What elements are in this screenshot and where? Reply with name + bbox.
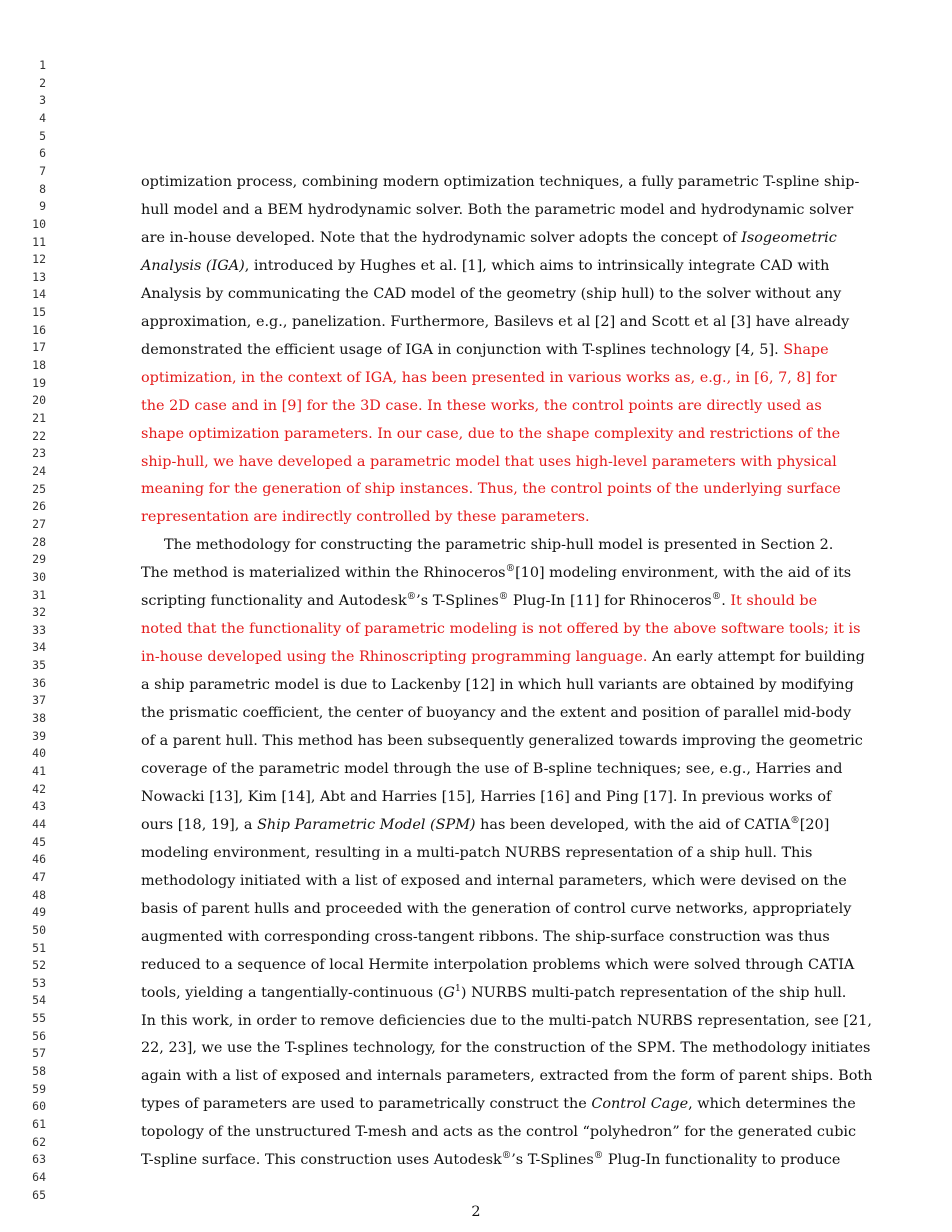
line-number: 43 xyxy=(32,799,46,814)
text-line xyxy=(141,255,830,277)
text-run: ’s T-Splines xyxy=(511,1152,594,1169)
line-number: 6 xyxy=(39,146,46,161)
text-line xyxy=(141,674,854,696)
text-run: Nowacki [13], Kim [14], Abt and Harries [15], Harries [16] and Ping [17]. In previous works of xyxy=(141,788,832,805)
highlighted-text: Shape xyxy=(783,341,829,358)
highlighted-text: noted that the functionality of parametric modeling is not offered by the above software tools; it is xyxy=(141,621,861,638)
text-run: approximation, e.g., panelization. Furthermore, Basilevs et al [2] and Scott et al [3] have already xyxy=(141,313,850,330)
line-number: 59 xyxy=(32,1081,46,1096)
line-number: 29 xyxy=(32,552,46,567)
line-number: 65 xyxy=(32,1187,46,1202)
line-number: 28 xyxy=(32,534,46,549)
text-run: Analysis by communicating the CAD model of the geometry (ship hull) to the solver without any xyxy=(141,285,842,302)
line-number: 18 xyxy=(32,358,46,373)
text-run: 22, 23], we use the T-splines technology, for the construction of the SPM. The methodology initiates xyxy=(141,1040,871,1057)
text-run: hull model and a BEM hydrodynamic solver. Both the parametric model and hydrodynamic solver xyxy=(141,201,854,218)
text-run: , which determines the xyxy=(688,1096,856,1113)
text-line xyxy=(141,367,837,389)
text-line xyxy=(141,618,861,640)
line-number: 52 xyxy=(32,958,46,973)
line-number: 63 xyxy=(32,1152,46,1167)
superscript: ® xyxy=(505,563,516,575)
line-number: 44 xyxy=(32,816,46,831)
line-number: 15 xyxy=(32,305,46,320)
highlighted-text: ship-hull, we have developed a parametric model that uses high-level parameters with physical xyxy=(141,453,837,470)
text-run: Plug-In functionality to produce xyxy=(603,1152,841,1169)
text-run: The method is materialized within the Rhinoceros xyxy=(141,565,506,582)
line-number: 24 xyxy=(32,463,46,478)
line-number: 8 xyxy=(39,181,46,196)
text-run: In this work, in order to remove deficiencies due to the multi-patch NURBS representation, see [21, xyxy=(141,1012,872,1029)
superscript: ® xyxy=(406,591,417,603)
line-number: 11 xyxy=(32,234,46,249)
highlighted-text: optimization, in the context of IGA, has been presented in various works as, e.g., in [6, 7, 8] for xyxy=(141,369,837,386)
line-number: 53 xyxy=(32,975,46,990)
text-line xyxy=(141,870,847,892)
text-run: of a parent hull. This method has been subsequently generalized towards improving the geometric xyxy=(141,733,863,749)
text-run: Isogeometric xyxy=(741,229,837,246)
text-line xyxy=(141,590,818,612)
text-run: demonstrated the efficient usage of IGA in conjunction with T-splines technology [4, 5]. xyxy=(141,341,784,358)
text-line xyxy=(141,283,842,305)
text-run: methodology initiated with a list of exposed and internal parameters, which were devised on the xyxy=(141,872,847,889)
line-number: 17 xyxy=(32,340,46,355)
text-line xyxy=(141,1010,872,1032)
text-run: , introduced by Hughes et al. [1], which aims to intrinsically integrate CAD with xyxy=(244,257,830,274)
line-number: 39 xyxy=(32,728,46,743)
text-run: [20] xyxy=(799,816,830,833)
highlighted-text: in-house developed using the Rhinoscripting programming language. xyxy=(141,649,648,666)
text-line xyxy=(141,478,841,500)
line-number: 14 xyxy=(32,287,46,302)
line-number: 49 xyxy=(32,905,46,920)
superscript: ® xyxy=(501,1150,512,1162)
line-number: 21 xyxy=(32,411,46,425)
line-number: 9 xyxy=(39,199,46,214)
text-run: again with a list of exposed and internals parameters, extracted from the form of parent ships. Both xyxy=(141,1068,873,1085)
text-run: An early attempt for building xyxy=(647,649,865,666)
line-number: 58 xyxy=(32,1064,46,1079)
text-line xyxy=(141,730,863,752)
line-number: 64 xyxy=(32,1169,46,1184)
text-run: are in-house developed. Note that the hydrodynamic solver adopts the concept of xyxy=(141,229,742,246)
text-run: Control Cage xyxy=(591,1096,689,1113)
text-run: tools, yielding a tangentially-continuous ( xyxy=(141,984,444,1001)
line-number: 55 xyxy=(32,1011,46,1026)
line-number: 13 xyxy=(32,269,46,284)
text-run: topology of the unstructured T-mesh and acts as the control “polyhedron” for the generated cubic xyxy=(141,1124,857,1141)
line-number: 1 xyxy=(39,58,46,72)
line-number: 22 xyxy=(32,428,46,443)
line-number: 10 xyxy=(32,216,46,231)
highlighted-text: It should be xyxy=(730,593,818,610)
line-number: 57 xyxy=(32,1046,46,1061)
line-number: 54 xyxy=(32,993,46,1008)
text-run: [10] modeling environment, with the aid of its xyxy=(515,565,852,582)
text-line xyxy=(141,1065,873,1087)
line-number: 41 xyxy=(32,764,46,778)
line-number: 34 xyxy=(32,640,46,655)
line-number: 40 xyxy=(32,746,46,761)
text-line xyxy=(141,898,852,920)
text-line xyxy=(141,954,855,976)
text-run: modeling environment, resulting in a multi-patch NURBS representation of a ship hull. This xyxy=(141,844,813,861)
text-line xyxy=(141,451,837,473)
line-number: 23 xyxy=(32,446,46,461)
superscript: ® xyxy=(498,591,509,603)
text-run: ) NURBS multi-patch representation of the ship hull. xyxy=(460,984,847,1001)
line-number: 48 xyxy=(32,887,46,902)
text-run: basis of parent hulls and proceeded with the generation of control curve networks, appropriately xyxy=(141,900,852,917)
text-line xyxy=(141,227,837,249)
text-line xyxy=(141,199,854,221)
line-number: 12 xyxy=(32,252,46,267)
line-number: 4 xyxy=(39,110,46,125)
line-number: 42 xyxy=(32,781,46,796)
text-run: Ship Parametric Model (SPM) xyxy=(257,816,476,833)
text-run: the prismatic coefficient, the center of buoyancy and the extent and position of parallel mid-body xyxy=(141,705,852,722)
text-line xyxy=(141,1093,856,1115)
page-number: 2 xyxy=(471,1204,481,1220)
text-run: The methodology for constructing the parametric ship-hull model is presented in Section 2. xyxy=(164,537,834,554)
highlighted-text: shape optimization parameters. In our case, due to the shape complexity and restrictions of the xyxy=(141,425,841,442)
line-number: 31 xyxy=(32,587,46,602)
highlighted-text: meaning for the generation of ship instances. Thus, the control points of the underlying surface xyxy=(141,481,841,498)
text-line xyxy=(141,842,813,864)
text-line xyxy=(141,562,852,584)
line-number: 33 xyxy=(32,622,46,637)
superscript: 1 xyxy=(454,982,461,994)
text-run: optimization process, combining modern optimization techniques, a fully parametric T-spline ship- xyxy=(141,174,860,190)
text-line xyxy=(141,982,847,1004)
line-number: 60 xyxy=(32,1099,46,1114)
text-line xyxy=(141,423,841,445)
text-run: coverage of the parametric model through the use of B-spline techniques; see, e.g., Harries and xyxy=(141,760,843,777)
text-line xyxy=(141,1149,841,1171)
line-number: 61 xyxy=(32,1117,46,1131)
text-run: has been developed, with the aid of CATIA xyxy=(475,816,791,833)
text-line xyxy=(141,926,830,948)
line-number: 16 xyxy=(32,322,46,337)
text-run: T-spline surface. This construction uses Autodesk xyxy=(141,1152,502,1169)
text-line xyxy=(141,758,843,780)
line-number: 45 xyxy=(32,834,46,849)
text-line xyxy=(141,786,832,808)
line-number: 38 xyxy=(32,711,46,726)
line-number: 46 xyxy=(32,852,46,867)
text-line xyxy=(141,646,865,668)
text-line xyxy=(141,311,850,333)
text-line xyxy=(141,339,829,361)
line-number: 62 xyxy=(32,1134,46,1149)
highlighted-text: the 2D case and in [9] for the 3D case. In these works, the control points are directly used as xyxy=(141,397,822,414)
text-line xyxy=(141,814,830,836)
line-number: 32 xyxy=(32,605,46,620)
line-number: 3 xyxy=(39,93,46,108)
text-line xyxy=(141,1037,871,1059)
superscript: ® xyxy=(711,591,722,603)
line-number: 2 xyxy=(39,75,46,90)
text-line xyxy=(141,1121,857,1143)
highlighted-text: representation are indirectly controlled by these parameters. xyxy=(141,509,590,526)
text-run: . xyxy=(721,593,731,610)
line-number: 27 xyxy=(32,516,46,531)
line-number: 5 xyxy=(39,128,46,143)
text-run: G xyxy=(443,984,455,1001)
text-run: ours [18, 19], a xyxy=(141,816,258,833)
text-run: types of parameters are used to parametrically construct the xyxy=(141,1096,592,1113)
line-number: 25 xyxy=(32,481,46,496)
line-number: 30 xyxy=(32,569,46,584)
text-run: Analysis (IGA) xyxy=(141,257,245,274)
superscript: ® xyxy=(790,815,800,827)
line-number: 35 xyxy=(32,658,46,673)
line-number: 47 xyxy=(32,869,46,884)
line-number: 37 xyxy=(32,693,46,708)
text-run: a ship parametric model is due to Lackenby [12] in which hull variants are obtained by modifying xyxy=(141,677,854,694)
text-run: augmented with corresponding cross-tangent ribbons. The ship-surface construction was thus xyxy=(141,928,830,945)
text-run: scripting functionality and Autodesk xyxy=(141,593,407,610)
text-line xyxy=(141,702,852,724)
line-number: 36 xyxy=(32,675,46,690)
line-number: 50 xyxy=(32,922,46,937)
text-line xyxy=(141,171,860,193)
line-number: 51 xyxy=(32,940,46,955)
line-number: 20 xyxy=(32,393,46,408)
text-line xyxy=(141,534,834,556)
line-number: 26 xyxy=(32,499,46,514)
text-line xyxy=(141,506,799,528)
text-run: reduced to a sequence of local Hermite interpolation problems which were solved through CATIA xyxy=(141,956,855,973)
line-number: 19 xyxy=(32,375,46,390)
text-line xyxy=(141,395,822,417)
line-number: 56 xyxy=(32,1028,46,1043)
text-run: Plug-In [11] for Rhinoceros xyxy=(508,593,712,610)
superscript: ® xyxy=(593,1150,604,1162)
text-run: ’s T-Splines xyxy=(416,593,499,610)
line-number: 7 xyxy=(39,163,46,178)
